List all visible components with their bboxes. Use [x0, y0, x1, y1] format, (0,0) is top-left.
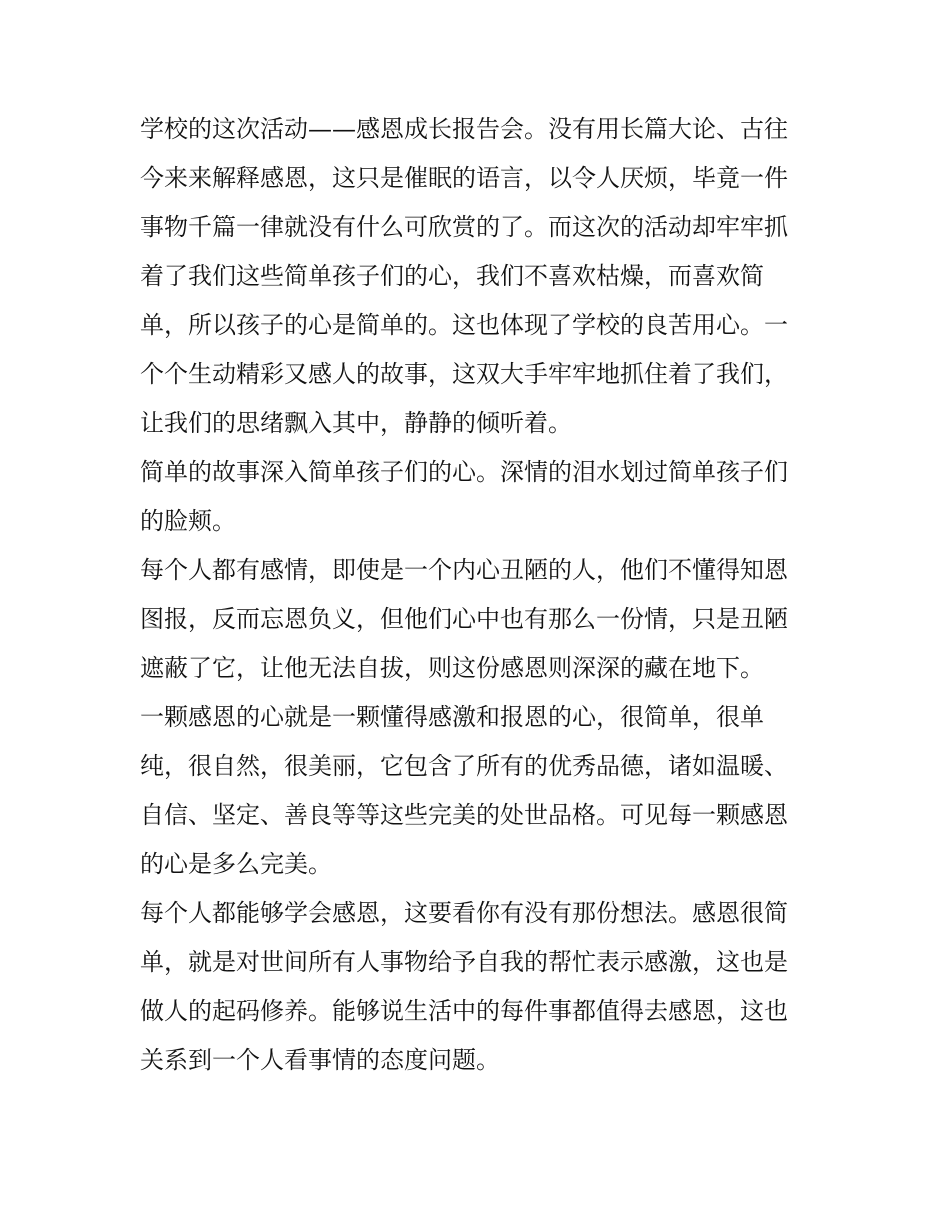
document-body — [140, 105, 812, 1085]
text-line: 每个人都有感情，即使是一个内心丑陋的人，他们不懂得知恩 — [140, 556, 788, 584]
text-line: 着了我们这些简单孩子们的心，我们不喜欢枯燥，而喜欢简 — [140, 262, 764, 290]
text-line: 自信、坚定、善良等等这些完美的处世品格。可见每一颗感恩 — [140, 801, 788, 829]
paragraph — [140, 448, 812, 546]
paragraph — [140, 693, 812, 889]
text-line: 的心是多么完美。 — [140, 850, 332, 878]
text-line: 事物千篇一律就没有什么可欣赏的了。而这次的活动却牢牢抓 — [140, 213, 788, 241]
text-line: 单，所以孩子的心是简单的。这也体现了学校的良苦用心。一 — [140, 311, 788, 339]
text-line: 个个生动精彩又感人的故事，这双大手牢牢地抓住着了我们， — [140, 360, 788, 388]
text-line: 遮蔽了它，让他无法自拔，则这份感恩则深深的藏在地下。 — [140, 654, 764, 682]
text-line: 关系到一个人看事情的态度问题。 — [140, 1046, 500, 1074]
text-line: 的脸颊。 — [140, 507, 236, 535]
text-line: 做人的起码修养。能够说生活中的每件事都值得去感恩，这也 — [140, 997, 788, 1025]
text-line: 图报，反而忘恩负义，但他们心中也有那么一份情，只是丑陋 — [140, 605, 788, 633]
paragraph — [140, 105, 812, 448]
paragraph — [140, 546, 812, 693]
paragraph — [140, 889, 812, 1085]
text-line: 一颗感恩的心就是一颗懂得感激和报恩的心，很简单，很单 — [140, 703, 764, 731]
text-line: 纯，很自然，很美丽，它包含了所有的优秀品德，诸如温暖、 — [140, 752, 788, 780]
text-line: 学校的这次活动——感恩成长报告会。没有用长篇大论、古往 — [140, 115, 788, 143]
text-line: 每个人都能够学会感恩，这要看你有没有那份想法。感恩很简 — [140, 899, 788, 927]
text-line: 今来来解释感恩，这只是催眠的语言，以令人厌烦，毕竟一件 — [140, 164, 788, 192]
text-line: 简单的故事深入简单孩子们的心。深情的泪水划过简单孩子们 — [140, 458, 788, 486]
text-line: 让我们的思绪飘入其中，静静的倾听着。 — [140, 409, 572, 437]
text-line: 单，就是对世间所有人事物给予自我的帮忙表示感激，这也是 — [140, 948, 788, 976]
